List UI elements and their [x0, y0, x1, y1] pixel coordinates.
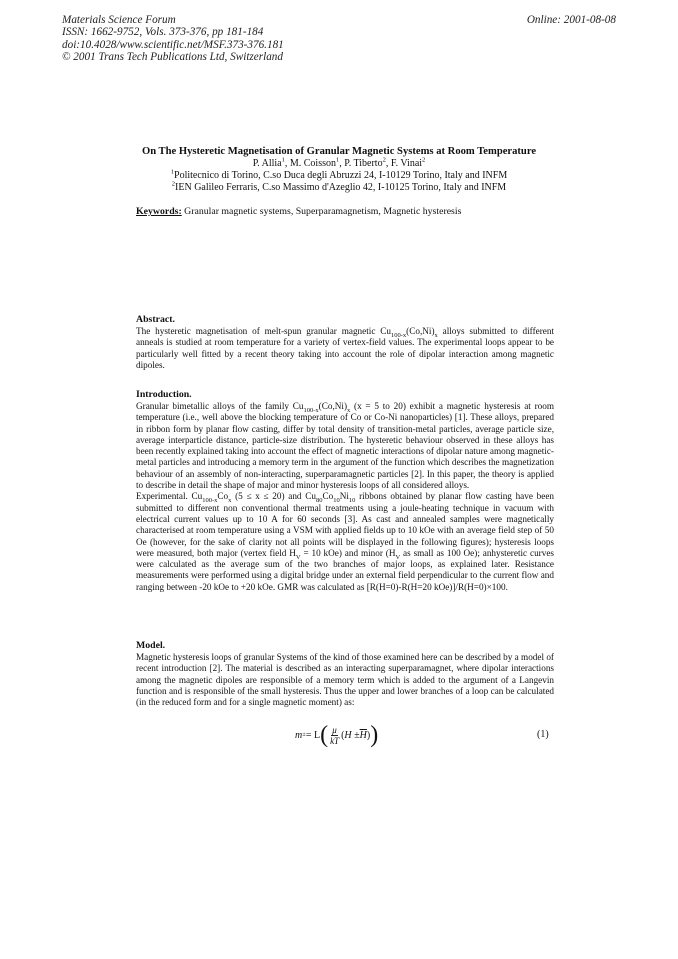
equation-fraction: $\frac{\mu}{kT}$ — [330, 724, 340, 746]
journal-name: Materials Science Forum — [62, 14, 176, 26]
abstract-section — [136, 314, 554, 371]
author-name: P. Tiberto — [344, 158, 383, 169]
online-date: Online: 2001-08-08 — [526, 14, 616, 26]
affiliation-2: $^2$IEN Galileo Ferraris, C.so Massimo d'Azeglio 42, I-10125 Torino, Italy and INFM — [171, 180, 507, 193]
model-heading: Model. — [136, 640, 166, 651]
author-name: F. Vinai — [390, 158, 423, 169]
equation-1: m ± = L ( $\frac{\mu}{kT}$ ( H ± $\overline{H}$ ) ) — [295, 722, 379, 748]
introduction-section — [136, 389, 554, 593]
title-block — [0, 146, 678, 194]
keywords-label: Keywords: — [136, 206, 182, 217]
journal-header — [62, 14, 284, 64]
introduction-heading: Introduction. — [136, 389, 192, 400]
affiliation-1: $^1$Politecnico di Torino, C.so Duca degli Abruzzi 24, I-10129 Torino, Italy and INFM — [170, 168, 508, 181]
abstract-heading: Abstract. — [136, 314, 175, 325]
issn-line: ISSN: 1662-9752, Vols. 373-376, pp 181-184 — [62, 26, 264, 39]
keywords — [136, 206, 461, 217]
copyright-line: © 2001 Trans Tech Publications Ltd, Switzerland — [62, 51, 283, 64]
model-section — [136, 640, 554, 708]
model-paragraph: Magnetic hysteresis loops of granular Systems of the kind of those examined here can be described by a model of recent introduction [2]. The material is described as an interacting superparamagnet, where dipolar interactions among the magnetic dipoles are responsible of a memory term which is added to the argument of a Langevin function and is responsible of the small hysteresis. Thus the upper and lower branches of a loop can be calculated (in the reduced form and for a single magnetic moment) as: — [136, 652, 554, 708]
doi-line: doi:10.4028/www.scientific.net/MSF.373-376.181 — [62, 38, 284, 51]
author-list: P. Allia$^1$, M. Coisson$^1$, P. Tiberto$^2$, F. Vinai$^2$ — [252, 156, 426, 169]
keywords-text: Granular magnetic systems, Superparamagnetism, Magnetic hysteresis — [181, 206, 462, 217]
author-name: M. Coisson — [289, 158, 336, 169]
paper-title: On The Hysteretic Magnetisation of Granular Magnetic Systems at Room Temperature — [141, 146, 537, 157]
experimental-paragraph: Experimental. $Cu_{100-x}Co_x$ (5 ≤ x ≤ 20) and $Cu_{80}Co_{10}Ni_{10}$ ribbons obtained by planar flow casting have been submitted to different non conventional thermal treatments using a joule-heating technique in vacuum with electrical current values up to 10 A for 60 seconds [3]. As cast and annealed samples were magnetically characterised at room temperature using a VSM with applied fields up to 10 kOe with an average field step of 50 Oe (however, for the sake of clarity not all points will be displayed in the following figures); hysteresis loops were measured, both major (vertex field $H_V = 10$ kOe) and minor ($H_V$ as small as 100 Oe); anhysteretic curves were calculated as the average sum of the two branches of major loops, as explained later. Resistance measurements were performed using a digital bridge under an external field perpendicular to the current flow and ranging between -20 kOe to +20 kOe. GMR was calculated as [R(H=0)-R(H=20 kOe)]/R(H=0)×100. — [136, 491, 554, 592]
equation-number: (1) — [537, 729, 549, 740]
author-name: P. Allia — [252, 158, 282, 169]
abstract-text: The hysteretic magnetisation of melt-spun granular magnetic $Cu_{100-x}(Co,Ni)_x$ alloys submitted to different anneals is studied at room temperature for a variety of vertex-field values. The experimental loops appear to be particularly well fitted by a recent theory taking into account the role of dipolar interaction among magnetic dipoles. — [136, 326, 554, 370]
introduction-paragraph: Granular bimetallic alloys of the family $Cu_{100-x}(Co,Ni)_x$ (x = 5 to 20) exhibit a magnetic hysteresis at room temperature (i.e., well above the blocking temperature of Co or Co-Ni nanoparticles) [1]. These alloys, prepared in ribbon form by planar flow casting, differ by total density of transition-metal particles, average particle size, average interparticle distance, particle-size distribution. The hysteretic behaviour observed in these alloys has been recently explained taking into account the effect of magnetic interactions of dipolar nature among magnetic-metal particles and introducing a memory term in the argument of the function which describes the magnetization behaviour of an assembly of non-interacting, superparamagnetic particles [2]. In this paper, the theory is applied to describe in detail the shape of major and minor hysteresis loops of all considered alloys. — [136, 401, 554, 491]
